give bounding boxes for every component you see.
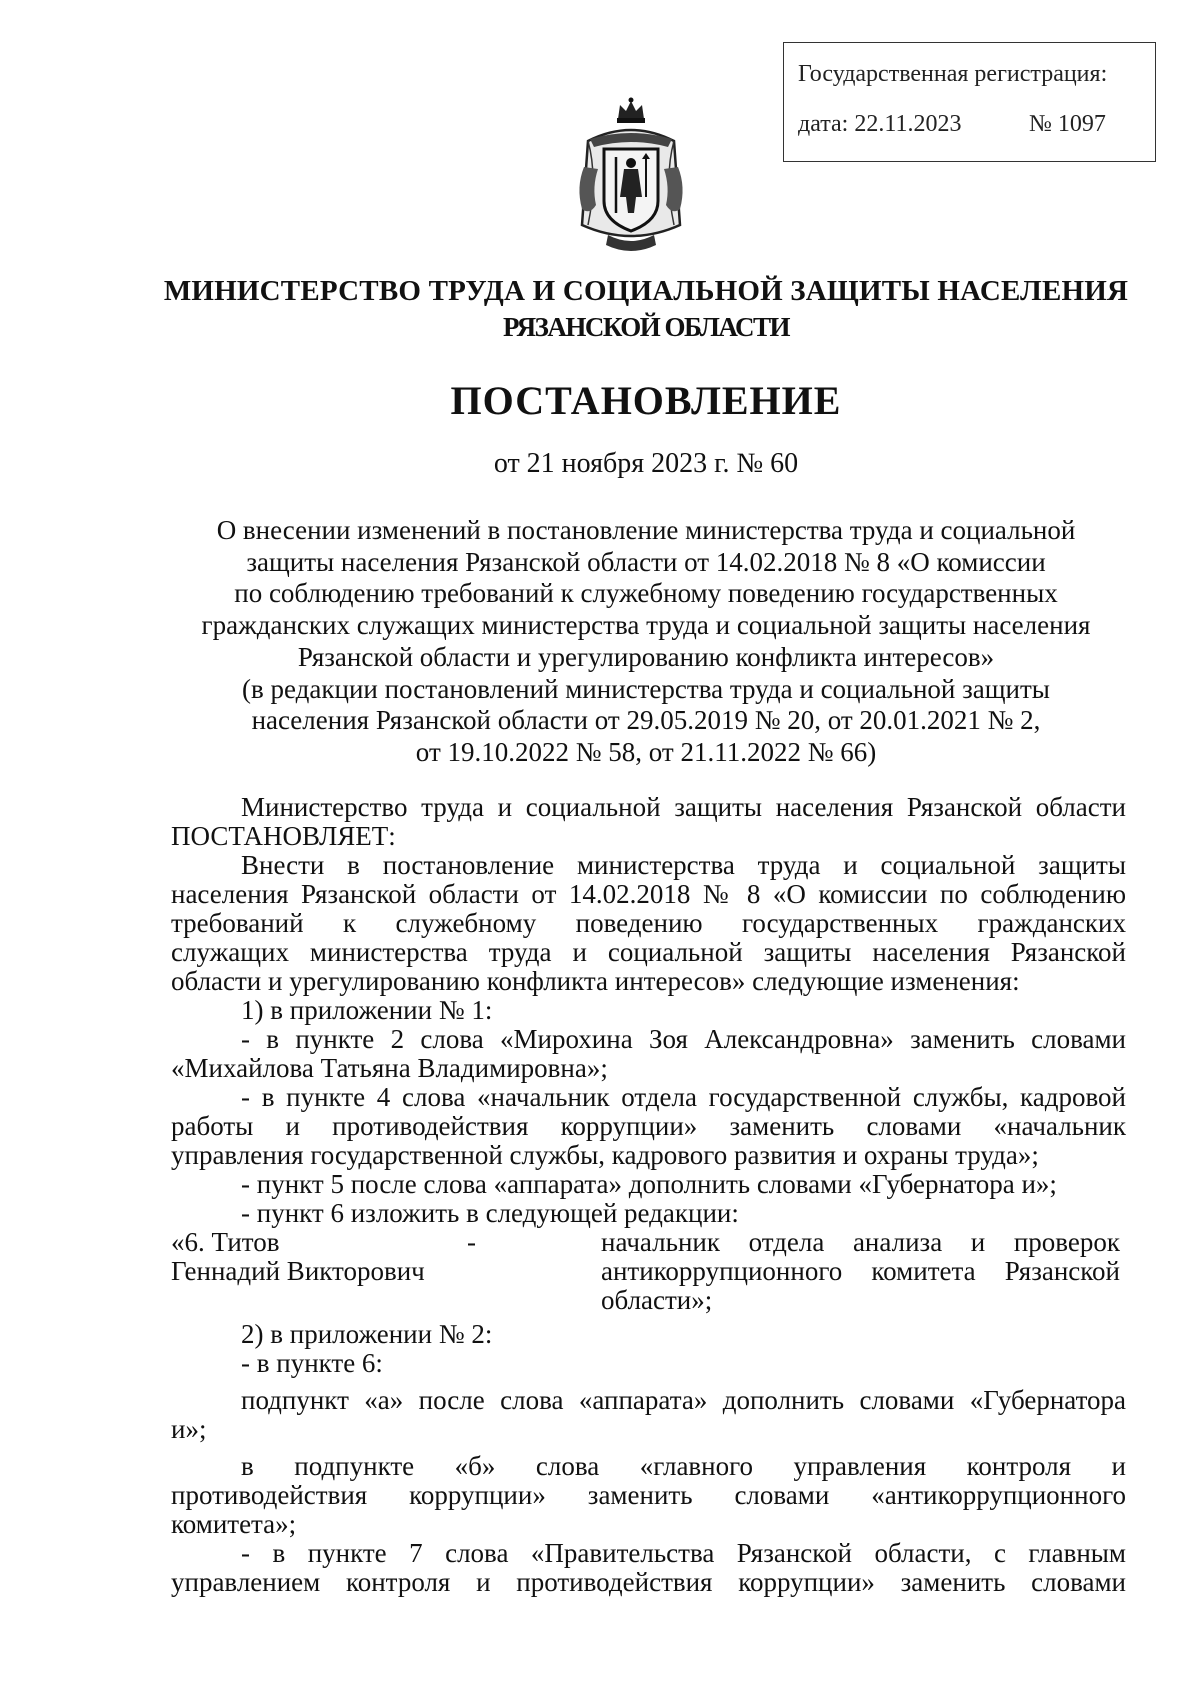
body-line: управлением контроля и противодействия коррупции» заменить словами: [171, 1567, 1126, 1597]
ministry-name: МИНИСТЕРСТВО ТРУДА И СОЦИАЛЬНОЙ ЗАЩИТЫ НАСЕЛЕНИЯ: [163, 275, 1129, 307]
body-line: управления государственной службы, кадрового развития и охраны труда»;: [171, 1140, 1039, 1170]
body-line: - в пункте 4 слова «начальник отдела государственной службы, кадровой: [241, 1082, 1126, 1112]
document-date-number: от 21 ноября 2023 г. № 60: [493, 448, 799, 479]
entry-dash: -: [467, 1227, 476, 1257]
body-line: населения Рязанской области от 14.02.2018 № 8 «О комиссии по соблюдению: [171, 879, 1126, 909]
subject-line: защиты населения Рязанской области от 14.02.2018 № 8 «О комиссии: [246, 546, 1046, 577]
document-subject: [150, 515, 1142, 769]
subject-line: по соблюдению требований к служебному поведению государственных: [234, 578, 1058, 609]
subject-line: от 19.10.2022 № 58, от 21.11.2022 № 66): [415, 736, 877, 767]
ryazan-coat-of-arms-icon: [568, 97, 694, 261]
body-line: подпункт «а» после слова «аппарата» дополнить словами «Губернатора: [241, 1385, 1126, 1415]
body-text-bottom: [171, 1320, 1126, 1597]
registration-title: Государственная регистрация:: [798, 61, 1108, 87]
body-line: - пункт 5 после слова «аппарата» дополнить словами «Губернатора и»;: [241, 1169, 1057, 1199]
body-line: 2) в приложении № 2:: [241, 1319, 493, 1349]
body-line: в подпункте «б» слова «главного управления контроля и: [241, 1451, 1126, 1481]
member-position: начальник отдела анализа и проверок антикоррупционного комитета Рязанской области»;: [601, 1227, 1120, 1315]
member-name: [171, 1228, 425, 1286]
subject-line: (в редакции постановлений министерства труда и социальной защиты: [242, 673, 1050, 704]
body-line: комитета»;: [171, 1509, 297, 1539]
body-line: - в пункте 6:: [241, 1348, 383, 1378]
body-line: и»;: [171, 1414, 207, 1444]
registration-stamp: [783, 42, 1156, 162]
body-line: Министерство труда и социальной защиты населения Рязанской области: [241, 792, 1126, 822]
subject-line: населения Рязанской области от 29.05.2019 № 20, от 20.01.2021 № 2,: [251, 705, 1041, 736]
body-line: требований к служебному поведению государственных гражданских: [171, 908, 1126, 938]
body-text-top: [171, 793, 1126, 1228]
body-line: - в пункте 2 слова «Мирохина Зоя Александровна» заменить словами: [241, 1024, 1126, 1054]
body-line: 1) в приложении № 1:: [241, 995, 493, 1025]
registration-number: № 1097: [1029, 111, 1106, 137]
body-line: ПОСТАНОВЛЯЕТ:: [171, 821, 396, 851]
member-name-line: Геннадий Викторович: [171, 1256, 425, 1286]
body-line: Внести в постановление министерства труда и социальной защиты: [241, 850, 1126, 880]
member-entry: [171, 1228, 1131, 1318]
subject-line: гражданских служащих министерства труда и социальной защиты населения: [201, 610, 1091, 641]
body-line: служащих министерства труда и социальной защиты населения Рязанской: [171, 937, 1126, 967]
body-line: области и урегулированию конфликта интересов» следующие изменения:: [171, 966, 1020, 996]
ministry-region: РЯЗАНСКОЙ ОБЛАСТИ: [502, 312, 789, 342]
registration-date: дата: 22.11.2023: [798, 111, 962, 137]
body-line: «Михайлова Татьяна Владимировна»;: [171, 1053, 608, 1083]
body-line: - пункт 6 изложить в следующей редакции:: [241, 1198, 739, 1228]
member-name-line: «6. Титов: [171, 1227, 280, 1257]
body-line: - в пункте 7 слова «Правительства Рязанской области, с главным: [241, 1538, 1126, 1568]
document-type: ПОСТАНОВЛЕНИЕ: [450, 378, 842, 423]
subject-line: Рязанской области и урегулированию конфликта интересов»: [297, 641, 995, 672]
subject-line: О внесении изменений в постановление министерства труда и социальной: [216, 515, 1076, 545]
body-line: противодействия коррупции» заменить словами «антикоррупционного: [171, 1480, 1126, 1510]
body-line: работы и противодействия коррупции» заменить словами «начальник: [171, 1111, 1126, 1141]
